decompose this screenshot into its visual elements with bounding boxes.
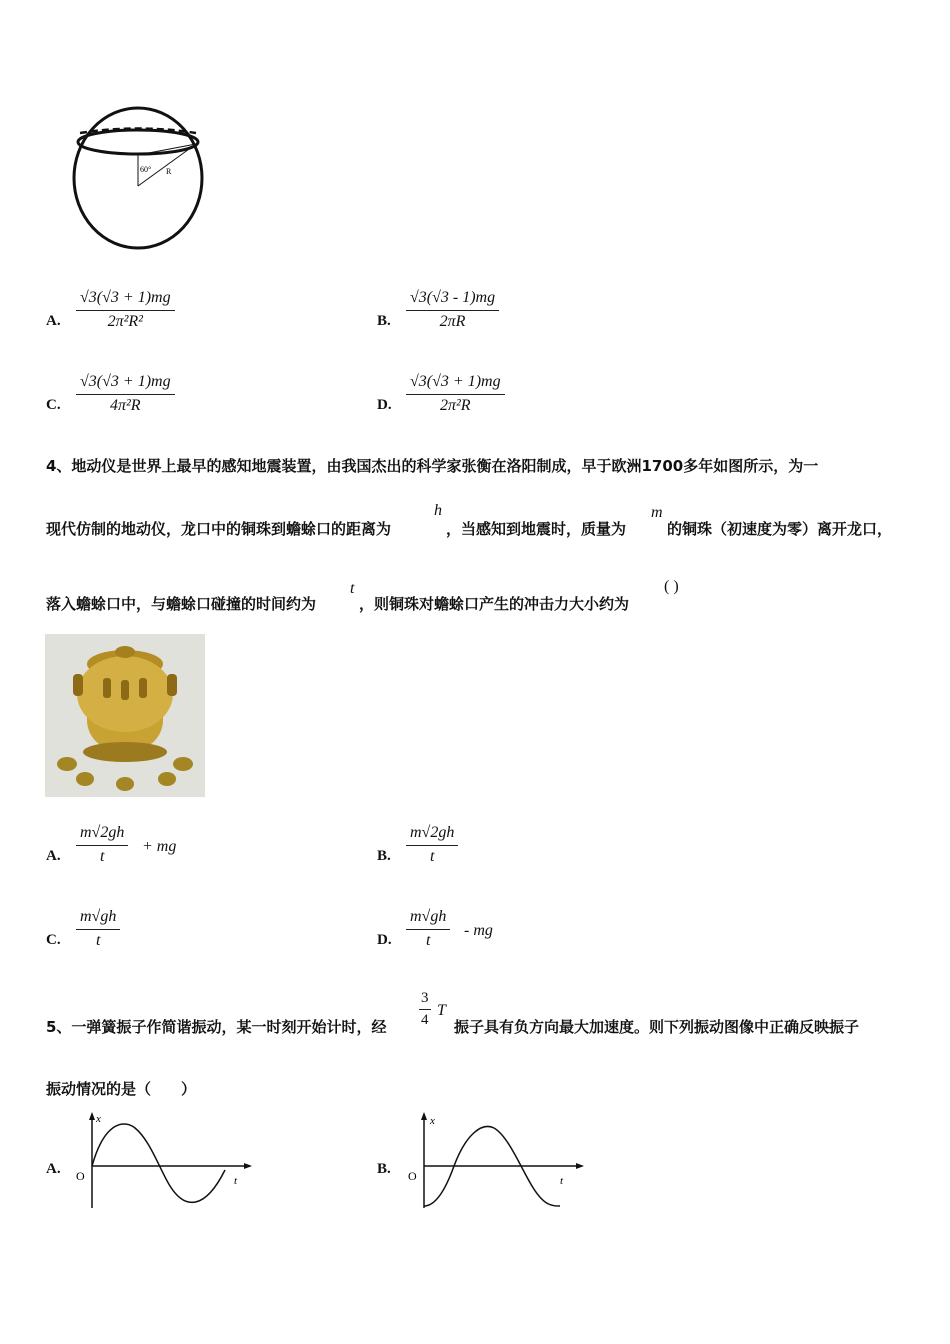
q5-line-1b: 振子具有负方向最大加速度。则下列振动图像中正确反映振子 (454, 1018, 860, 1036)
numerator: √3(√3 + 1)mg (406, 373, 505, 395)
q4-option-d-label[interactable]: D. (377, 932, 392, 948)
q4-line-3b: ，则铜珠对蟾蜍口产生的冲击力大小约为 (359, 595, 630, 613)
sphere-figure (60, 100, 210, 255)
axis-t-label: t (560, 1175, 564, 1187)
var-m: m (651, 504, 663, 521)
answer-paren: ( ) (664, 578, 679, 595)
numerator: 3 (419, 990, 431, 1010)
q4-option-c-fraction (76, 908, 120, 950)
q3-option-b-label[interactable]: B. (377, 313, 391, 329)
q4-line-2c: 的铜珠（初速度为零）离开龙口， (667, 520, 893, 538)
denominator: 4π²R (109, 397, 141, 414)
q5-fraction (419, 990, 431, 1029)
axis-x-label: x (96, 1113, 101, 1125)
q4-option-a-tail: + mg (142, 838, 177, 855)
numerator: √3(√3 - 1)mg (406, 289, 499, 311)
var-h: h (434, 502, 442, 519)
denominator: t (99, 848, 105, 865)
numerator: m√2gh (76, 824, 128, 846)
var-t: t (350, 580, 355, 597)
q5-option-b-label[interactable]: B. (377, 1161, 391, 1177)
q5-line-1a: 5、一弹簧振子作简谐振动，某一时刻开始计时，经 (46, 1018, 387, 1036)
numerator: m√2gh (406, 824, 458, 846)
q3-option-d-label[interactable]: D. (377, 397, 392, 413)
q4-option-b-label[interactable]: B. (377, 848, 391, 864)
denominator: t (429, 848, 435, 865)
var-T: T (437, 1002, 446, 1019)
denominator: 4 (421, 1012, 429, 1028)
q4-option-a-label[interactable]: A. (46, 848, 61, 864)
origin-label: O (76, 1169, 85, 1183)
axis-t-label: t (234, 1175, 238, 1187)
denominator: t (95, 932, 101, 949)
q3-option-a-label[interactable]: A. (46, 313, 61, 329)
numerator: m√gh (76, 908, 120, 930)
angle-label: 60° (140, 165, 152, 174)
q4-line-2a: 现代仿制的地动仪，龙口中的铜珠到蟾蜍口的距离为 (46, 520, 392, 538)
seismoscope-photo (45, 634, 205, 797)
denominator: 2π²R (439, 397, 471, 414)
q4-line-1: 4、地动仪是世界上最早的感知地震装置，由我国杰出的科学家张衡在洛阳制成，早于欧洲1700多年如图所示，为一 (46, 457, 819, 475)
axis-x-label: x (430, 1115, 435, 1127)
denominator: 2πR (439, 313, 466, 330)
q5-option-b-graph (402, 1110, 587, 1210)
q3-option-a-fraction (76, 289, 175, 331)
denominator: 2π²R² (107, 313, 143, 330)
q5-option-a-graph (70, 1110, 255, 1210)
q3-option-c-fraction (76, 373, 175, 415)
q4-option-b-fraction (406, 824, 458, 866)
radius-label: R (166, 167, 172, 176)
q3-option-b-fraction (406, 289, 499, 331)
numerator: √3(√3 + 1)mg (76, 289, 175, 311)
q4-line-3a: 落入蟾蜍口中，与蟾蜍口碰撞的时间约为 (46, 595, 317, 613)
q4-option-d-tail: - mg (464, 922, 493, 939)
numerator: m√gh (406, 908, 450, 930)
numerator: √3(√3 + 1)mg (76, 373, 175, 395)
q4-option-c-label[interactable]: C. (46, 932, 61, 948)
origin-label: O (408, 1169, 417, 1183)
q3-option-d-fraction (406, 373, 505, 415)
q4-line-2b: ，当感知到地震时，质量为 (446, 520, 627, 538)
q4-option-d-fraction (406, 908, 450, 950)
q3-option-c-label[interactable]: C. (46, 397, 61, 413)
denominator: t (425, 932, 431, 949)
q5-option-a-label[interactable]: A. (46, 1161, 61, 1177)
q5-line-2: 振动情况的是（ ） (46, 1080, 197, 1098)
q4-option-a-fraction (76, 824, 128, 866)
